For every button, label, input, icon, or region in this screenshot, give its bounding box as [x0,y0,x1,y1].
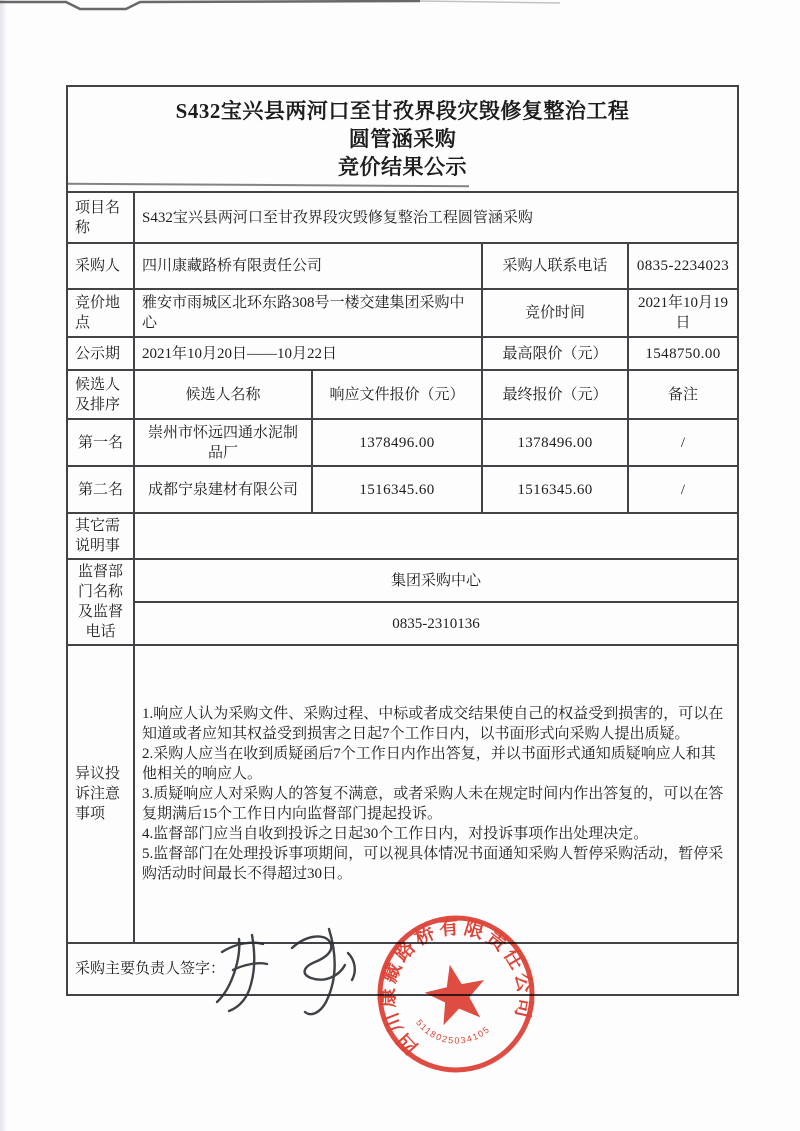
dispute-item-1: 1.响应人认为采购文件、采购过程、中标或者成交结果使自己的权益受到损害的，可以在知道或者应知其权益受到损害之日起7个工作日内，以书面形式向采购人提出质疑。 [142,706,724,742]
supervision-name: 集团采购中心 [134,559,738,602]
purchaser-phone-value: 0835-2234023 [628,243,738,289]
purchaser-phone-label: 采购人联系电话 [482,243,628,289]
dispute-item-4: 4.监督部门应当自收到投诉之日起30个工作日内，对投诉事项作出处理决定。 [142,826,649,842]
handwritten-signature [208,918,368,1028]
bid-place-label: 竞价地点 [67,289,134,337]
document-title [67,86,738,192]
bid-time-label: 竞价时间 [482,289,628,337]
purchaser-value: 四川康藏路桥有限责任公司 [134,243,482,289]
candidates-final-price-header: 最终报价（元） [482,370,628,419]
result-announcement-table [66,85,739,996]
candidates-doc-price-header: 响应文件报价（元） [312,370,482,419]
candidate-row-2 [67,466,738,513]
dispute-item-5: 5.监督部门在处理投诉事项期间，可以视具体情况书面通知采购人暂停采购活动，暂停采购活动时间最长不得超过30日。 [142,846,724,882]
dispute-label: 异议投诉注意事项 [67,645,134,943]
candidates-name-header: 候选人名称 [134,370,312,419]
purchaser-label: 采购人 [67,243,134,289]
signature-label: 采购主要负责人签字： [75,961,226,977]
publicity-period-label: 公示期 [67,337,134,370]
candidate-row-1 [67,419,738,466]
candidate-2-rank: 第二名 [67,466,134,513]
bid-time-value: 2021年10月19日 [628,289,738,337]
candidate-1-name: 崇州市怀远四通水泥制品厂 [134,419,312,466]
candidate-2-remark: / [628,466,738,513]
candidate-1-final-price: 1378496.00 [482,419,628,466]
supervision-label: 监督部门名称及监督电话 [67,559,134,645]
other-notes-value [134,513,738,559]
seal-company-text: 四川康藏路桥有限责任公司 [378,917,536,1058]
title-line-3: 竞价结果公示 [338,155,467,179]
other-notes-label: 其它需说明事 [67,513,134,559]
scan-top-edge-artifact [0,0,800,14]
seal-serial-number: 5118025034105 [414,1017,493,1046]
project-name-value: S432宝兴县两河口至甘孜界段灾毁修复整治工程圆管涵采购 [134,192,738,243]
candidate-2-final-price: 1516345.60 [482,466,628,513]
scan-left-edge-artifact [0,0,7,1131]
title-line-2: 圆管涵采购 [348,127,457,151]
star-icon [420,958,492,1027]
supervision-phone: 0835-2310136 [134,602,738,645]
title-line-1: S432宝兴县两河口至甘孜界段灾毁修复整治工程 [175,99,630,123]
candidates-remark-header: 备注 [628,370,738,419]
candidates-rank-header: 候选人及排序 [67,370,134,419]
candidate-2-name: 成都宁泉建材有限公司 [134,466,312,513]
publicity-period-value: 2021年10月20日——10月22日 [134,337,482,370]
candidate-2-doc-price: 1516345.60 [312,466,482,513]
candidate-1-remark: / [628,419,738,466]
dispute-item-2: 2.采购人应当在收到质疑函后7个工作日内作出答复，并以书面形式通知质疑响应人和其他相关的响应人。 [142,746,716,782]
candidate-1-doc-price: 1378496.00 [312,419,482,466]
project-name-label: 项目名称 [67,192,134,243]
candidate-1-rank: 第一名 [67,419,134,466]
bid-place-value: 雅安市雨城区北环东路308号一楼交建集团采购中心 [134,289,482,337]
dispute-items [134,645,738,943]
max-price-value: 1548750.00 [628,337,738,370]
dispute-item-3: 3.质疑响应人对采购人的答复不满意，或者采购人未在规定时间内作出答复的，可以在答复期满后15个工作日内向监督部门提起投诉。 [142,786,724,822]
max-price-label: 最高限价（元） [482,337,628,370]
company-seal [349,887,562,1100]
